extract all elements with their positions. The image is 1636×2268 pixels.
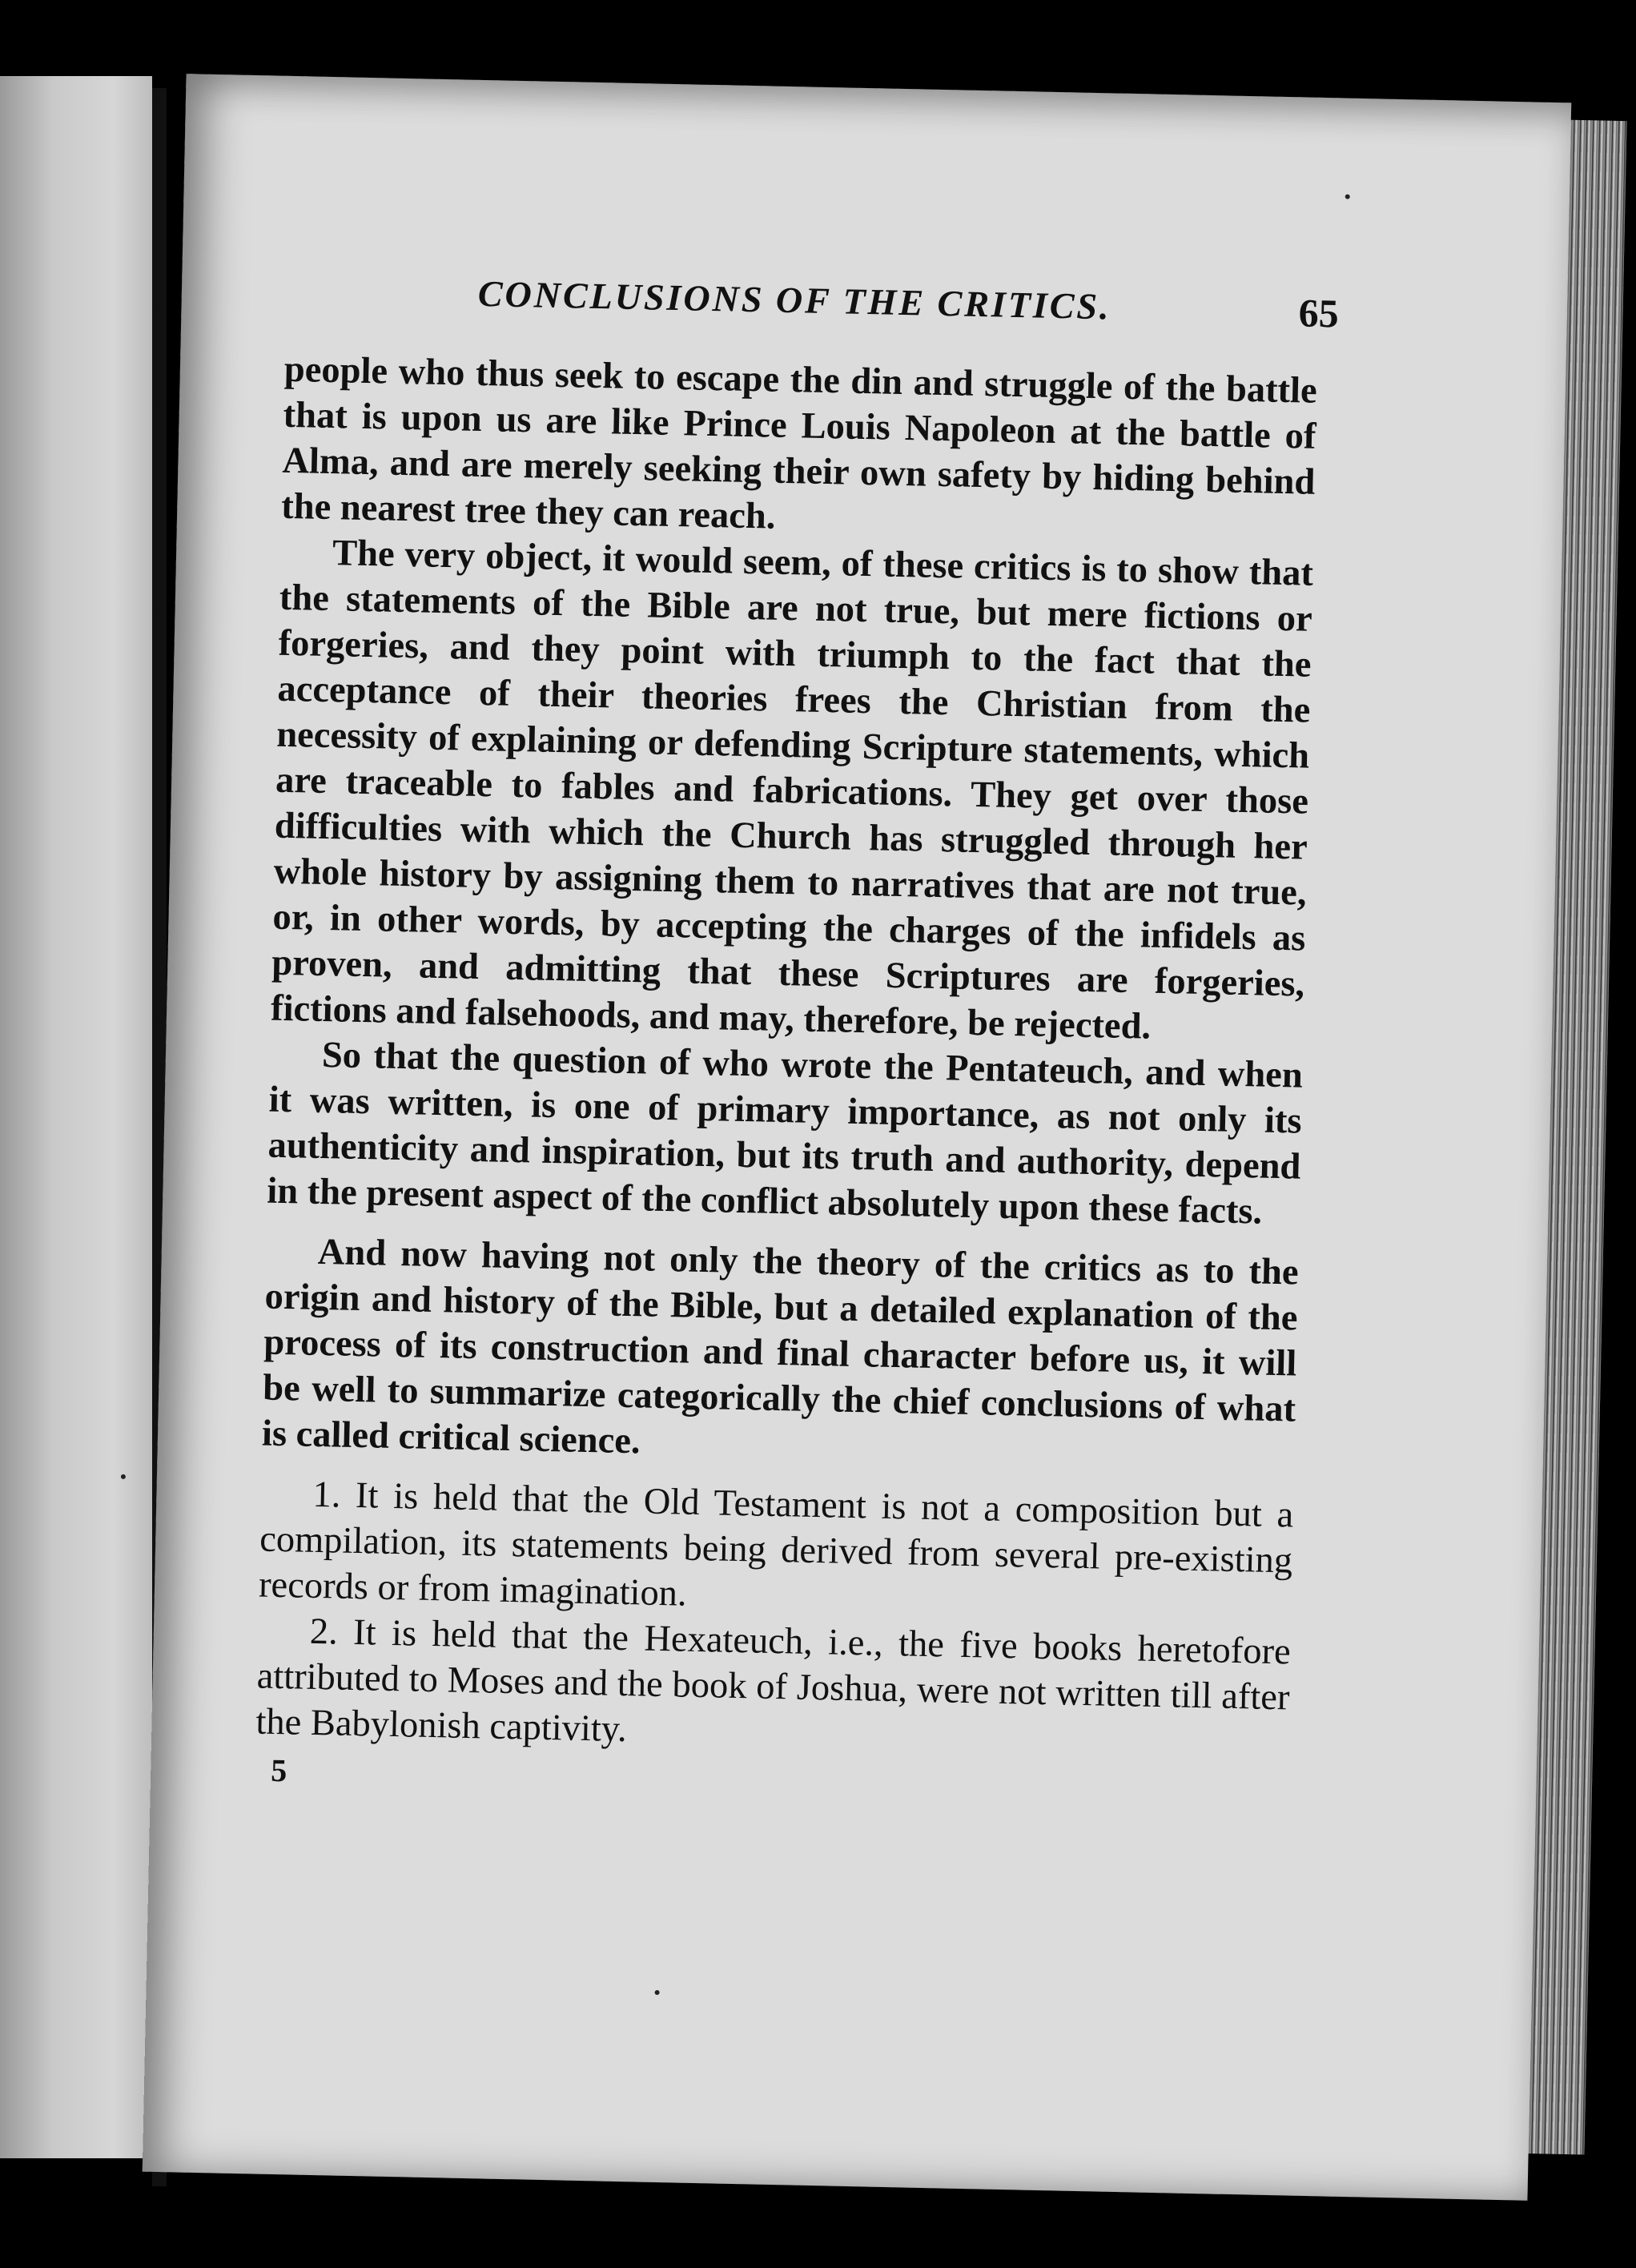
facing-page-edge — [0, 76, 152, 2158]
paragraph-4: And now having not only the theory of the critics as to the origin and history of the Bible, but a detailed explanation of the process of its construction and final character before us, it will be well to summarize categorically the chief conclusions of what is called critical science. — [261, 1231, 1300, 1462]
running-title: CONCLUSIONS OF THE CRITICS. — [477, 272, 1112, 328]
paragraph-3: So that the question of who wrote the Pentateuch, and when it was written, is one of primary importance, as not only its authenticity and inspiration, but its truth and authority, depend in the present aspect of the conflict absolutely upon these facts. — [266, 1034, 1304, 1233]
page-text-block — [255, 260, 1340, 1811]
page-number: 65 — [1298, 290, 1340, 336]
signature-mark: 5 — [270, 1751, 287, 1789]
running-head — [285, 260, 1340, 354]
numbered-item-1: 1. It is held that the Old Testament is not a composition but a compilation, its statements being derived from several pre-existing records or from imagination. — [258, 1474, 1294, 1615]
book-page — [143, 74, 1571, 2201]
numbered-item-2: 2. It is held that the Hexateuch, i.e., the five books heretofore attributed to Moses and the book of Joshua, were not written till after the Babylonish captivity. — [255, 1611, 1292, 1751]
print-speck — [121, 1474, 126, 1479]
paragraph-1: people who thus seek to escape the din and struggle of the battle that is upon us are like Prince Louis Napoleon at the battle of Alma, and are merely seeking their own safety by hiding behind the nearest tree they can reach. — [280, 348, 1318, 537]
paragraph-2: The very object, it would seem, of these critics is to show that the statements of the Bible are not true, but mere fictions or forgeries, and they point with triumph to the fact that the acceptance of their theories frees the Christian from the necessity of explaining or defending Scripture statements, which are traceable to fables and fabrications. They get over those difficulties with which the Church has struggled through her whole history by assigning them to narratives that are not true, or, in other words, by accepting the charges of the infidels as proven, and admitting that these Scriptures are forgeries, fictions and falsehoods, and may, therefore, be rejected. — [270, 533, 1314, 1048]
print-speck — [655, 1990, 660, 1995]
print-speck — [1345, 195, 1350, 199]
